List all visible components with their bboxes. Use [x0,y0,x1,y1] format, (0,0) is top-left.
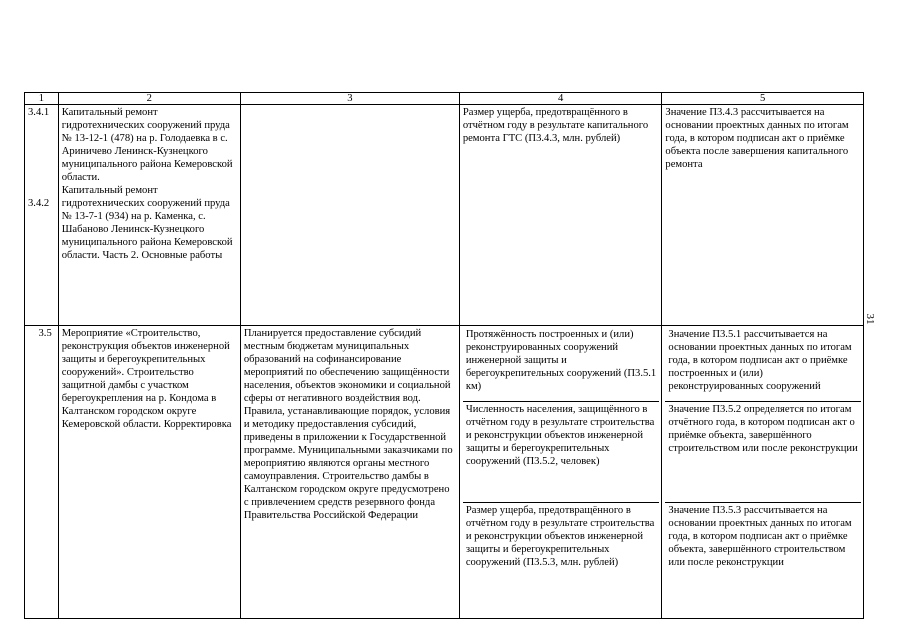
measure-description-cell: Планируется предоставление субсидий местным бюджетам муниципальных образований на софинансирование мероприятий по обеспечению защищённости населения, объектов экономики и социальной сферы от негативного воздействия вод. Правила, устанавливающие порядок, условия и методику предоставления субсидий, приведены в приложении к Государственной программе. Муниципальными заказчиками по мероприятию являются органы местного самоуправления. Строительство дамбы в Калтанском городском округе предусмотрено с привлечением средств резервного фонда Правительства Российской Федерации [240,326,459,619]
row-number-cell [25,326,59,619]
calculation-cell: Значение П3.5.2 определяется по итогам отчётного года, в котором подписан акт о приёмке объекта, завершённого строительством или после реконструкции [665,401,861,502]
measure-name-cell: Мероприятие «Строительство, реконструкция объектов инженерной защиты и берегоукрепительных сооружений». Строительство защитной дамбы с участком берегоукрепления на р. Кондома в Калтанском городском округе Кемеровской области. Корректировка [58,326,240,619]
row-number: 3.4.2 [28,198,50,209]
header-row [25,93,864,105]
header-col-5: 5 [662,93,864,105]
table-row [25,105,864,326]
indicator-cell: Размер ущерба, предотвращённого в отчётном году в результате капитального ремонта ГТС (П3.4.3, млн. рублей) [459,105,662,326]
row-number: 3.5 [38,328,52,339]
calculation-stack-cell [662,326,864,619]
header-col-3: 3 [240,93,459,105]
measure-name: Капитальный ремонт гидротехнических сооружений пруда № 13-7-1 (934) на р. Каменка, с. Шабаново Ленинск-Кузнецкого муниципального района Кемеровской области. Часть 2. Основные работы [61,185,233,261]
measures-table [24,92,864,619]
table-row [25,326,864,619]
indicator-cell: Протяжённость построенных и (или) реконструированных сооружений инженерной защиты и берегоукрепительных сооружений (П3.5.1 км) [465,329,657,392]
row-number: 3.4.1 [28,107,50,118]
calculation-cell: Значение П3.5.1 рассчитывается на основании проектных данных по итогам года, в котором подписан акт о приёмке построенных и (или) реконструированных сооружений [668,329,852,392]
measure-name: Капитальный ремонт гидротехнических сооружений пруда № 13-12-1 (478) на р. Голодаевка в с. Ариничево Ленинск-Кузнецкого муниципального района Кемеровской области. [61,107,233,183]
header-col-4: 4 [459,93,662,105]
indicator-cell: Численность населения, защищённого в отчётном году в результате строительства и реконструкции объектов инженерной защиты и берегоукрепительных сооружений (П3.5.2, человек) [463,401,660,502]
calculation-cell: Значение П3.5.3 рассчитывается на основании проектных данных по итогам года, в котором подписан акт о приёмке объекта, завершённого строительством или после реконструкции [665,502,861,617]
page-number: 31 [864,313,876,325]
row-number-cell [25,105,59,326]
measure-description-cell [240,105,459,326]
header-col-2: 2 [58,93,240,105]
indicator-cell: Размер ущерба, предотвращённого в отчётном году в результате строительства и реконструкции объектов инженерной защиты и берегоукрепительных сооружений (П3.5.3, млн. рублей) [463,502,660,617]
calculation-cell: Значение П3.4.3 рассчитывается на основании проектных данных по итогам года, в котором подписан акт о приёмке объекта после завершения капитального ремонта [662,105,864,326]
indicator-stack-cell [459,326,662,619]
header-col-1: 1 [25,93,59,105]
measure-name-cell [58,105,240,326]
